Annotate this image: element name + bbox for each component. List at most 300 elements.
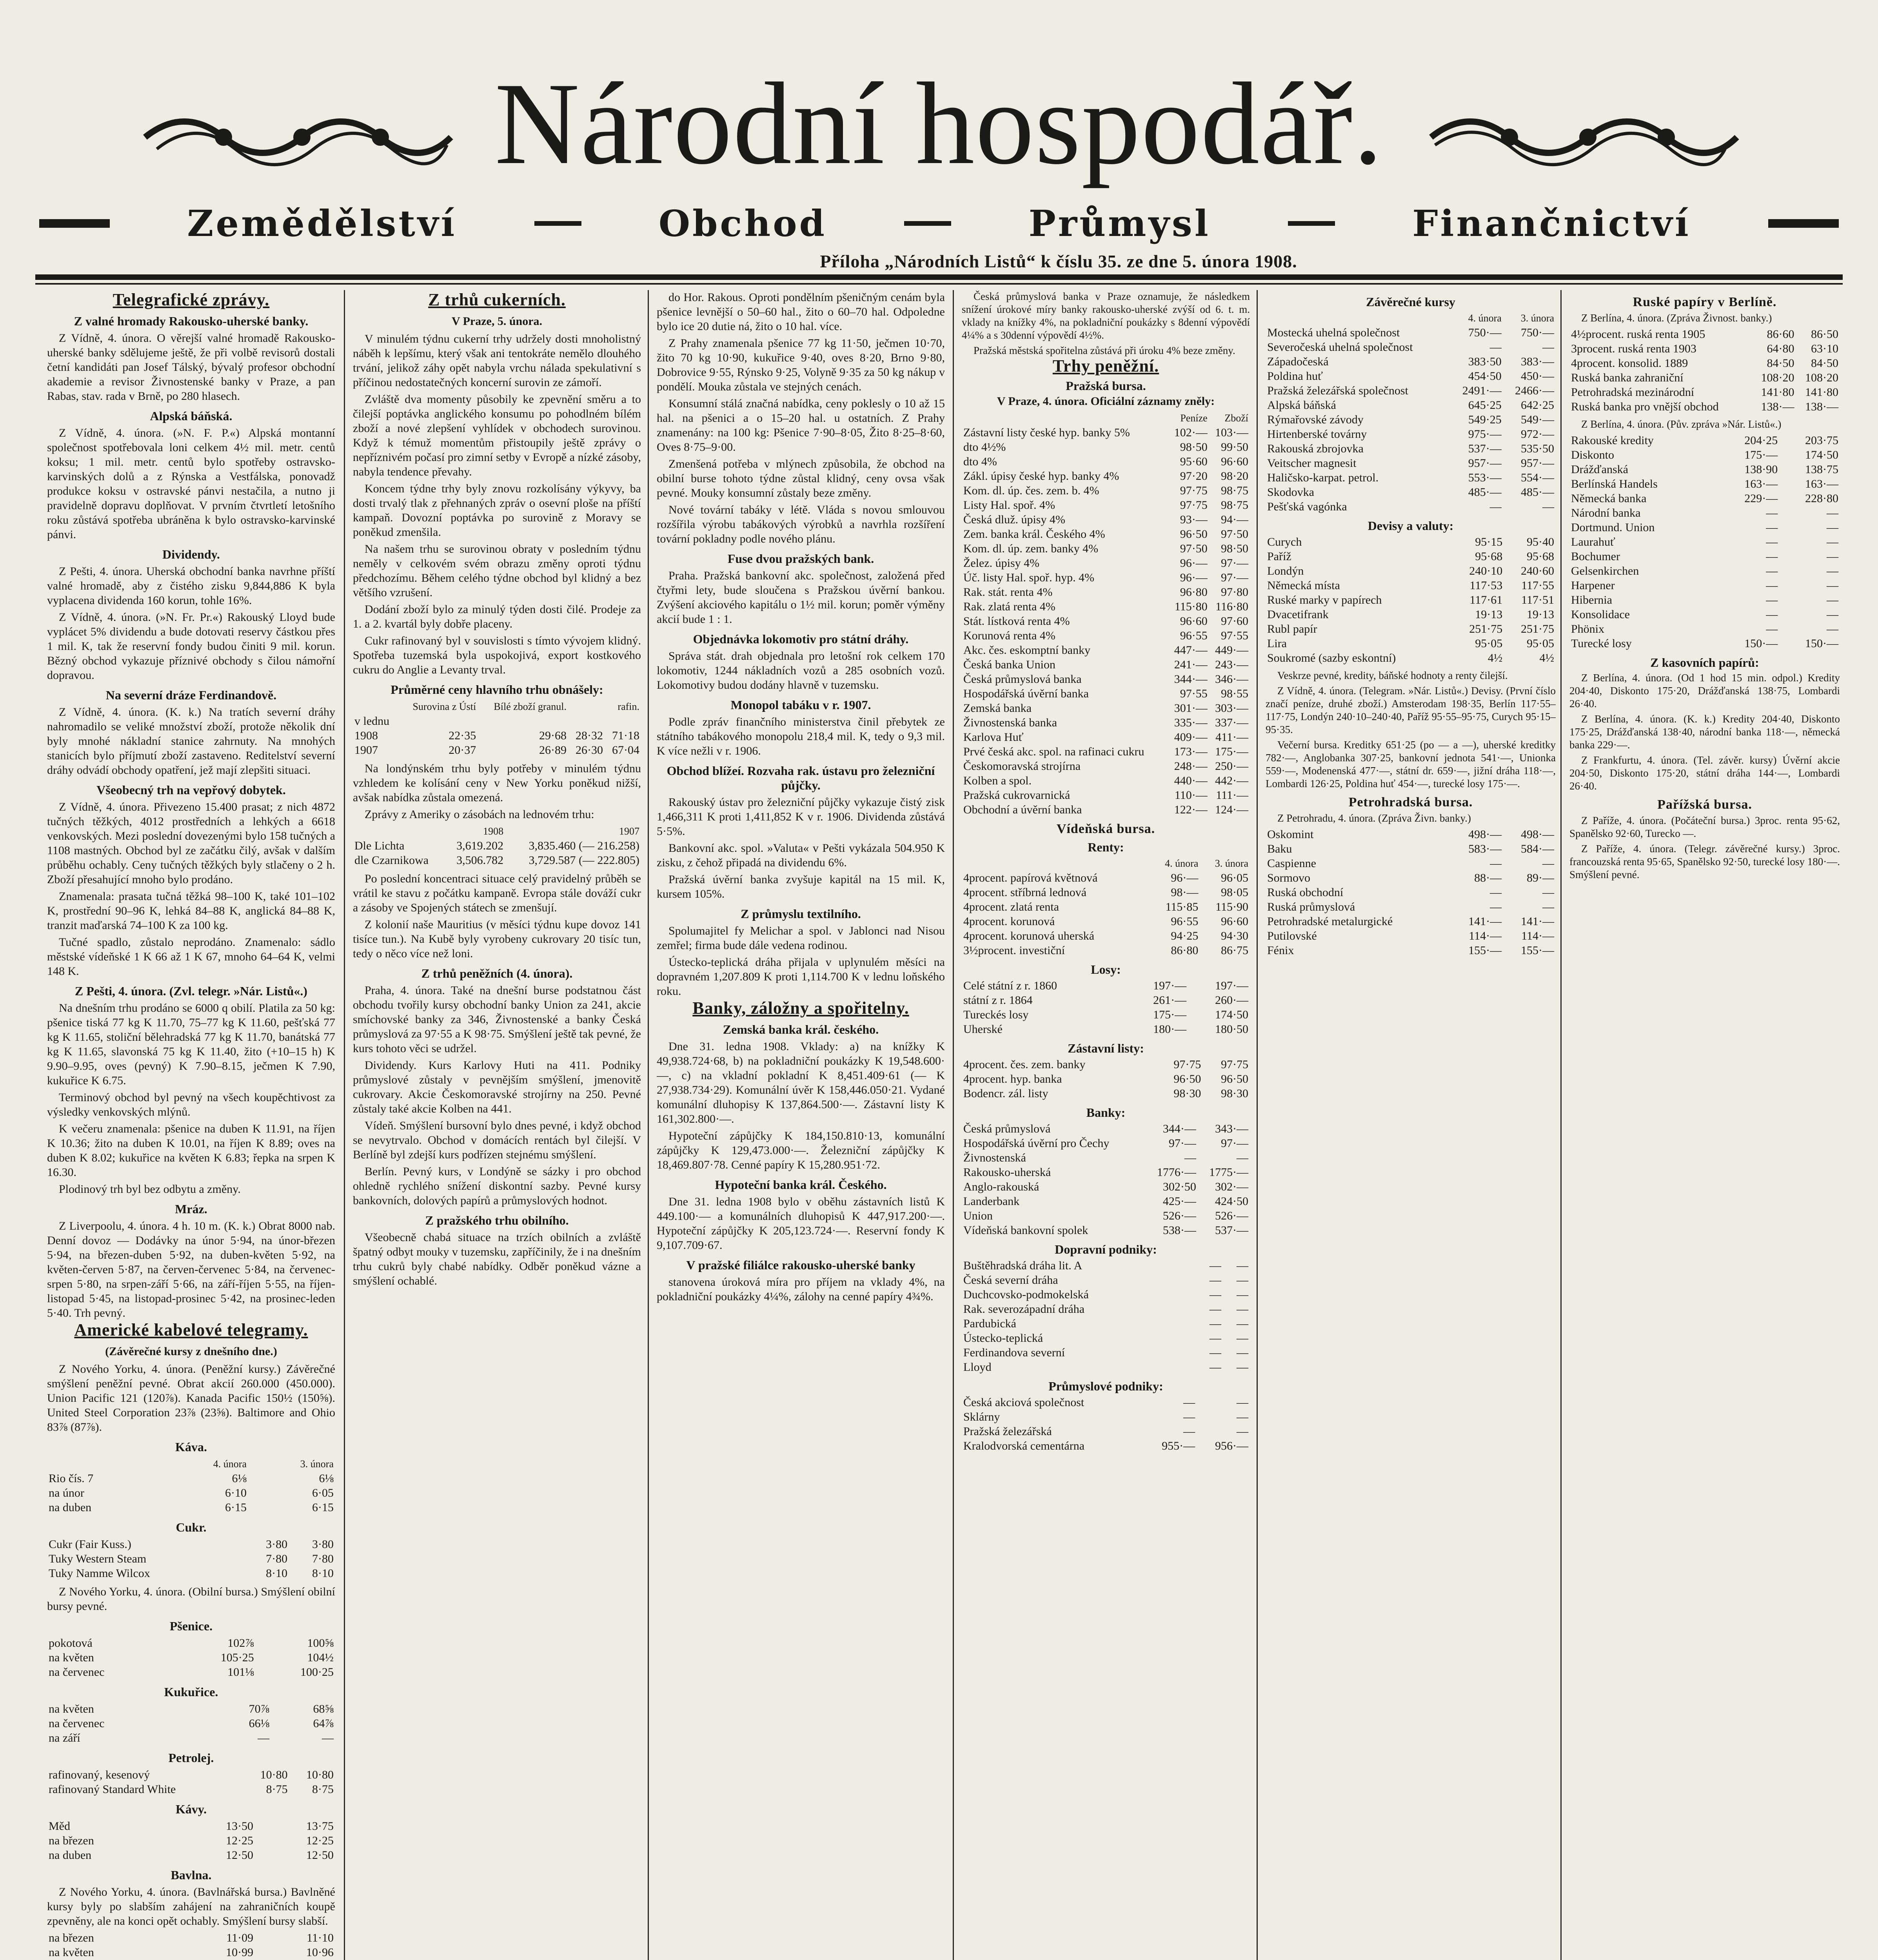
table-row [1569,578,1840,593]
table-row [962,1209,1250,1223]
section-finance: Finančnictví [1412,202,1691,245]
row-value: 26·89 [539,744,567,757]
row-label: Ferdinandova severní [963,1346,1065,1359]
row-value: 89·— [1527,871,1554,884]
row-label: dto 4% [963,455,997,468]
price-table [353,699,641,757]
table-row [47,1731,335,1745]
row-label: Haličsko-karpat. petrol. [1267,471,1379,484]
table-header-row [1266,311,1556,325]
table-row [353,728,641,743]
row-value: 97·— [1168,1137,1196,1150]
row-label: Obchodní a úvěrní banka [963,803,1082,816]
table-row [1569,491,1840,506]
row-value: 95·40 [1527,535,1554,548]
row-label: Buštěhradská dráha lit. A [963,1259,1082,1272]
row-value: 301·— [1174,702,1208,715]
column-rule [648,290,649,1960]
row-label: Prvé česká akc. spol. na rafinaci cukru [963,745,1144,758]
row-label: státní z r. 1864 [963,994,1033,1007]
table-row [1266,622,1556,636]
quote-table [1569,327,1840,414]
subheading: Objednávka lokomotiv pro státní dráhy. [693,632,909,646]
subheading: Všeobecný trh na vepřový dobytek. [96,783,286,797]
row-label: rafinovaný, kesenový [49,1768,150,1781]
row-label: Německá místa [1267,579,1340,592]
row-value: 3·80 [312,1538,334,1551]
heading-paris-bourse: Pařížská bursa. [1657,797,1752,812]
row-value: — [1766,506,1778,519]
table-row [962,730,1250,744]
row-value: 98·75 [1221,499,1248,512]
row-value: 485·— [1468,486,1502,499]
row-label: Hibernia [1571,593,1612,606]
table-row [962,1022,1250,1036]
row-value: 485·— [1521,486,1554,499]
column-header: rafin. [618,701,639,712]
table-row [353,838,641,853]
table-row [1266,900,1556,914]
quote-table [962,1057,1250,1101]
row-label: 4procent. papírová květnová [963,871,1098,884]
row-label: Celé státní z r. 1860 [963,979,1057,992]
dateline: V Praze, 4. února. Oficiální záznamy zněly: [997,395,1215,408]
quote-table [1569,433,1840,651]
row-value: 96·60 [1221,915,1248,928]
row-value: 66⅛ [249,1717,270,1730]
table-row [1266,636,1556,651]
row-value: 19·13 [1527,608,1554,621]
row-value: 383·— [1521,355,1554,368]
row-value: 95·05 [1527,637,1554,650]
table-row [1266,470,1556,485]
article-paragraph: Podle zpráv finančního ministerstva činil přebytek ze státního tabákového monopolu 218,4 mil. K, tedy o 9,3 mil. K více nežli v r. 1906. [657,715,945,757]
article-paragraph: Plodinový trh byl bez odbytu a změny. [59,1183,241,1196]
section-agriculture: Zemědělství [187,202,457,245]
row-value: 3,619.202 [456,839,504,852]
row-value: 243·— [1215,658,1248,671]
row-label: rafinovaný Standard White [49,1783,176,1796]
article-paragraph: Konsumní stálá značná nabídka, ceny poklesly o 10 až 15 hal. na pšenici a o 15–20 hal. u ostatních. Z Prahy znamenány: na 100 kg: Pšenice 7·90–8·05, Žito 8·25–8·60, Oves 8·75–9·00. [657,397,945,454]
row-value: 70⅞ [249,1702,270,1715]
article-paragraph: V minulém týdnu cukerní trhy udržely dosti mnoholistný náběh k lepšímu, který však ani tentokráte nemělo dlouhého trvání, jelikož záhy opět nabyla vrchu nálada spekulativní s příčinou nedostatečných koncerní surovin ze zámoří. [353,332,641,389]
row-value: 12·25 [226,1834,254,1847]
row-value: 97·80 [1221,586,1248,599]
banner-dash [1768,219,1839,228]
row-label: Hospodářská úvěrní pro Čechy [963,1137,1110,1150]
row-label: Harpener [1571,579,1615,592]
table-row [962,978,1250,993]
table-row [962,527,1250,541]
heading-vienna-bourse: Vídeňská bursa. [1056,822,1155,836]
row-label: 4procent. stříbrná lednová [963,886,1087,899]
row-value: 20·37 [449,744,476,757]
header-rule-thin [35,283,1843,285]
table-row [962,614,1250,628]
row-value: 344·— [1162,1122,1196,1135]
row-value: 442·— [1215,774,1248,787]
article-paragraph: Všeobecně chabá situace na trzích obilních a zvláště špatný odbyt mouky v tuzemsku, zapříčinily, že i na dnešním trhu cukrů byly chabé nabídky. Odběr poněkud vázne a smýšlení ochablé. [353,1231,641,1287]
row-label: Česká severní dráha [963,1274,1058,1287]
row-value: 12·50 [306,1849,334,1862]
row-value: 122·— [1174,803,1208,816]
row-value: 250·— [1215,760,1248,773]
table-row [962,1258,1250,1273]
row-value: — [1237,1151,1248,1164]
row-value: 175·— [1215,745,1248,758]
table-row [1266,535,1556,549]
table-row [1266,398,1556,412]
row-label: Česká průmyslová [963,1122,1051,1135]
row-value: 96·— [1171,871,1199,884]
row-label: Drážďanská [1571,463,1628,476]
column-header [47,1457,161,1471]
table-row [1569,433,1840,448]
column-berlin-paris [1569,290,1840,1960]
row-value: 203·75 [1805,434,1838,447]
row-label: 4procent. korunová [963,915,1055,928]
row-value: 102·— [1174,426,1208,439]
table-row [47,1833,335,1848]
row-label: Zástavní listy české hyp. banky 5% [963,426,1130,439]
subheading: Alpská báňská. [150,409,232,423]
row-value: 3·80 [266,1538,288,1551]
row-label: Konsolidace [1571,608,1630,621]
row-value: 174·50 [1215,1008,1248,1021]
row-value: 88·— [1474,871,1502,884]
row-label: Veitscher magnesit [1267,457,1357,470]
row-value: 64⅞ [313,1717,334,1730]
header-rule [35,274,1843,280]
stock-table [353,824,641,867]
row-value: 84·50 [1811,357,1838,370]
row-value [605,714,641,728]
row-label: Rak. severozápadní dráha [963,1303,1085,1316]
row-value: 98·75 [1221,484,1248,497]
row-value: 97·50 [1221,528,1248,541]
row-value: 63·10 [1811,342,1838,355]
row-label: Kolben a spol. [963,774,1032,787]
banner-separator [1288,221,1335,226]
row-value: — [1827,564,1838,577]
article-paragraph: Z kolonií naše Mauritius (v měsíci týdnu kupe dovoz 141 tisíce tun.). Na Kubě byly vyrobeny cukrovary 20 tisíc tun, tedy o něco více než loni. [353,918,641,960]
column-header: 4. února [213,1458,247,1470]
row-value: — [1766,608,1778,621]
table-row [47,1566,335,1581]
row-value: 103·— [1215,426,1248,439]
row-value: — [1827,593,1838,606]
row-label: dle Czarnikowa [354,854,429,867]
row-value: — [1237,1410,1248,1423]
table-row [1266,929,1556,943]
table-row [1266,885,1556,900]
row-value: 251·75 [1469,622,1503,635]
row-value: 750·— [1521,326,1554,339]
table-row [1569,636,1840,651]
article-paragraph: Z Nového Yorku, 4. února. (Obilní bursa.) Smýšlení obilní bursy pevné. [47,1585,335,1613]
row-value: 343·— [1215,1122,1248,1135]
row-value: 175·— [1744,448,1778,461]
section-trade: Obchod [658,202,827,245]
article-paragraph: Z Prahy znamenala pšenice 77 kg 11·50, ječmen 10·70, žito 70 kg 10·90, kukuřice 9·40, oves 8·20, Brno 9·80, Dobrovice 9·55, Rýnsko 9·25, Volyně 9·35 za 50 kg nákup v pondělí. Mouka zůstala ve stejných cenách. [657,337,945,393]
row-label: Českomoravská strojírna [963,760,1081,773]
row-value: 11·10 [307,1931,334,1944]
row-value: 10·80 [306,1768,334,1781]
row-label: Uherské [963,1023,1003,1036]
table-row [1569,370,1840,385]
table-row [962,454,1250,469]
subheading: Dopravní podniky: [1055,1242,1157,1256]
row-label: Zemská banka [963,702,1032,715]
table-row [962,1331,1250,1345]
row-value: 2466·— [1515,384,1554,397]
article-paragraph: Z Vídně, 4. února. (Telegram. »Nár. Listů«.) Devisy. (První číslo značí peníze, druhé zboží.) Amsterodam 198·35, Berlín 117·55–117·75, Londýn 240·10–240·40, Paříž 95·55–95·75, Curych 95·15–95·35. [1266,685,1556,735]
row-label: Česká průmyslová banka [963,673,1082,686]
subheading: Z kasovních papírů: [1650,655,1759,670]
row-value: 28·32 [575,729,603,742]
row-label: 4procent. konsolid. 1889 [1571,357,1688,370]
row-label: Londýn [1267,564,1304,577]
row-value: 8·75 [312,1783,334,1796]
table-row [962,701,1250,715]
article-paragraph: Zmenšená potřeba v mlýnech způsobila, že obchod na obilní burse tohoto týdne zůstal klidný, ceny ovsa však pevné. Mouky konsumní zůstaly beze změny. [657,457,945,499]
row-label: Karlova Huť [963,731,1024,744]
row-label: Ústecko-teplická [963,1332,1043,1345]
row-value: — [1237,1288,1248,1301]
column-telegrams [47,290,335,1960]
row-value: 84·50 [1767,357,1794,370]
table-row [962,541,1250,556]
row-value: 229·— [1744,492,1778,505]
row-value: 141·80 [1805,386,1838,399]
table-row [962,1057,1250,1072]
row-value: 8·10 [312,1567,334,1580]
subheading: Fuse dvou pražských bank. [727,552,874,566]
row-value: 10·96 [306,1946,334,1959]
column-rule [1257,290,1258,1960]
row-value: 6·15 [225,1501,247,1514]
row-value: 260·— [1215,994,1248,1007]
row-value: — [1542,500,1554,513]
row-value: 68⅝ [313,1702,334,1715]
row-value: 7·80 [266,1552,288,1565]
row-label: Česká dluž. úpisy 4% [963,513,1065,526]
row-value: 98·30 [1173,1087,1201,1100]
row-label: Sormovo [1267,871,1311,884]
row-label: Putilovské [1267,929,1317,942]
row-value: 12·50 [226,1849,254,1862]
row-label: v lednu [354,715,390,728]
subheading: Hypoteční banka král. Českého. [715,1178,887,1192]
row-value: 93·— [1180,513,1208,526]
row-label: Anglo-rakouská [963,1180,1039,1193]
table-row [47,1945,335,1960]
row-label: 4procent. čes. zem. banky [963,1058,1086,1071]
article-paragraph: Správa stát. drah objednala pro letošní rok celkem 170 lokomotiv, 1244 nákladních vozů a 285 osobních vozů. Lokomotivy budou dodány hlavně v tuzemsku. [657,650,945,691]
row-label: Stát. lístková renta 4% [963,615,1070,628]
article-paragraph: Z Petrohradu, 4. února. (Zpráva Živn. banky.) [1277,812,1471,824]
table-row [1569,506,1840,520]
row-label: Turecké losy [1571,637,1632,650]
row-value: 537·— [1215,1224,1248,1237]
row-label: Tuky Namme Wilcox [49,1567,150,1580]
row-value: 95·60 [1180,455,1208,468]
row-label: Landerbank [963,1195,1020,1208]
table-row [1266,651,1556,665]
quote-table [1266,827,1556,958]
table-row [962,914,1250,929]
article-paragraph: Z Vídně, 4. února. (»N. F. P.«) Alpská montanní společnost spotřebovala loni celkem 4½ mil. metr. centů koksu; 1 mil. metr. centů bylo spotřeby ostravsko-karvinských dolů a z Rýnska a Vestfálska, ponovadž produkce koksu v ostravské pánvi nestačila, a nutno ji pravidelně dopravu doplňovat. V prvním čtvrtletí letošního roku zůstává spotřeba ubráněna k bylo ostravsko-karvinské pánvi. [47,426,335,541]
table-row [962,1151,1250,1165]
row-label: na květen [49,1702,94,1715]
row-value: 535·50 [1521,442,1554,455]
table-row [962,1086,1250,1101]
row-value: — [1183,1410,1195,1423]
table-row [1569,341,1840,356]
row-value: 174·50 [1805,448,1838,461]
row-value: 583·— [1468,842,1502,855]
row-label: Rakousko-uherská [963,1166,1051,1179]
row-value: 100·25 [300,1666,334,1679]
row-label: Pardubická [963,1317,1016,1330]
row-value: 424·50 [1215,1195,1248,1208]
row-value: — [1183,1425,1195,1438]
row-label: Dortmund. Union [1571,521,1655,534]
row-label: Rýmařovské závody [1267,413,1364,426]
article-paragraph: Z Paříže, 4. února. (Počáteční bursa.) 3proc. renta 95·62, Spanělsko 92·60, Turecko —. [1569,815,1840,839]
row-value: 163·— [1805,477,1838,490]
article-paragraph: Praha, 4. února. Také na dnešní burse podstatnou část obchodu tvořily kursy obchodní banky Union za 241, akcie smíchovské banky za 346, Živnostenské a banky Česká průmyslová za 97·55 a K 98·75. Smýšlení ještě tak pevné, že kurs tohoto věci se udržel. [353,984,641,1055]
row-value: 138·— [1761,400,1794,413]
row-value: — [1209,1303,1221,1316]
row-value: 228·80 [1805,492,1838,505]
column-header [568,699,605,714]
row-value: 117·51 [1521,593,1554,606]
row-value: 96·50 [1180,528,1208,541]
row-value: 2491·— [1462,384,1502,397]
section-industry: Průmysl [1028,202,1211,245]
row-label: Alpská báňská [1267,399,1336,412]
row-label: Úč. listy Hal. spoř. hyp. 4% [963,571,1095,584]
row-value: 7·80 [312,1552,334,1565]
row-value: 97·— [1221,1137,1248,1150]
row-label: Union [963,1209,993,1222]
table-row [1266,485,1556,499]
article-paragraph: Pražská městská spořitelna zůstává při úroku 4% beze změny. [974,345,1235,356]
row-value: 98·20 [1221,470,1248,483]
row-value: 97·60 [1221,615,1248,628]
row-value: 975·— [1468,428,1502,441]
row-value: 117·53 [1469,579,1503,592]
row-value: 117·61 [1469,593,1503,606]
column-rule [953,290,954,1960]
row-value: 114·— [1521,929,1554,942]
article-paragraph: Koncem týdne trhy byly znovu rozkolísány výkyvy, ba dosti trvalý tlak z přehnaných zpráv o osevní ploše na příští kampaň. Dovozní poptávka po surovině z Moravy se poněkud zmenšila. [353,482,641,539]
row-label: 4procent. korunová uherská [963,929,1095,942]
table-row [962,628,1250,643]
quote-table [47,1702,335,1745]
subheading: Závěrečné kursy [1366,295,1455,309]
table-header-row [962,856,1250,871]
table-row [1266,549,1556,564]
row-value: 173·— [1174,745,1208,758]
table-row [962,900,1250,914]
heading-banks: Banky, záložny a spořitelny. [692,998,909,1018]
table-row [962,1360,1250,1374]
row-label: Rio čís. 7 [49,1472,94,1485]
article-paragraph: Dne 31. ledna 1908 bylo v oběhu zástavních listů K 449.100·— a komunálních dluhopisů K 447,917.200·—. Hypoteční zápůjčky K 205,123.724·—. Reservní fondy K 9,107.709·67. [657,1195,945,1252]
row-value: 64·80 [1767,342,1794,355]
row-label: na březen [49,1931,94,1944]
row-value: — [1766,521,1778,534]
row-label: Berlínská Handels [1571,477,1658,490]
row-value: 97·75 [1180,499,1208,512]
row-label: 4procent. zlatá renta [963,900,1059,913]
row-label: Kralodvorská cementárna [963,1439,1085,1452]
row-value: 96·50 [1221,1073,1248,1085]
row-value: 11·09 [226,1931,254,1944]
newspaper-title: Národní hospodář. [494,58,1384,189]
article-paragraph: Z Vídně, 4. února. (»N. Fr. Pr.«) Rakouský Lloyd bude vyplácet 5% dividendu a bude dotovati reservy částkou přes 1 mil. K, tak že reservní fondy budou činiti 9 mil. korun. Bězný obchod vykazuje příznivé obchody s čilou námořní dopravou. [47,611,335,682]
table-row [1266,856,1556,871]
row-value: — [1827,608,1838,621]
table-row [962,1287,1250,1302]
subheading: Průmyslové podniky: [1048,1379,1163,1393]
row-value: 86·50 [1811,328,1838,341]
table-row [962,715,1250,730]
table-row [47,1819,335,1833]
article-paragraph: Praha. Pražská bankovní akc. společnost, založená před čtyřmi lety, bude sloučena s Pražskou úvěrní bankou. Zvýšení akciového kapitálu o 1½ mil. korun; poměr výměny akcií bude 1 : 1. [657,569,945,626]
row-value: 96·60 [1221,455,1248,468]
article-paragraph: Nové tovární tabáky v létě. Vláda s novou smlouvou rozšířila výrobu tabákových výrobků a navrhla rozšíření tovární pokladny podle nového plánu. [657,503,945,545]
row-value: 13·75 [306,1820,334,1833]
row-value: 251·75 [1521,622,1554,635]
row-value: 248·— [1174,760,1208,773]
article-paragraph: Vídeň. Smýšlení bursovní bylo dnes pevné, i když obchod se nevytrvalo. Obchod v domácích rentách byl čilejší. V Berlíně byl zdejší kurs podřízen stejnému smýšlení. [353,1119,641,1161]
quote-table [962,1395,1250,1453]
row-value: 97·20 [1180,470,1208,483]
row-value: 115·80 [1174,600,1208,613]
column-header: 3. února [1215,858,1248,869]
row-value: 98·05 [1221,886,1248,899]
row-label: Akc. čes. eskomptní banky [963,644,1091,657]
subheading: Z trhů peněžních (4. února). [421,966,573,980]
row-value: 116·80 [1215,600,1248,613]
row-value: 96·50 [1173,1073,1201,1085]
column-header [962,411,1168,425]
row-label: Kom. dl. úp. čes. zem. b. 4% [963,484,1099,497]
row-value: — [1542,857,1554,870]
row-value: 346·— [1215,673,1248,686]
row-value: 645·25 [1468,399,1502,412]
row-value: 96·55 [1180,629,1208,642]
heading-telegrams: Telegrafické zprávy. [113,290,270,309]
row-value: — [1490,857,1502,870]
row-value: 163·— [1744,477,1778,490]
subheading: Průměrné ceny hlavního trhu obnášely: [390,682,603,697]
table-row [962,483,1250,498]
row-value: — [1237,1317,1248,1330]
row-value: 96·— [1180,557,1208,570]
row-value: — [1209,1317,1221,1330]
row-value: 197·— [1153,979,1187,992]
table-row [353,853,641,867]
column-business-news [657,290,945,1960]
article-paragraph: Z Nového Yorku, 4. února. (Peněžní kursy.) Závěrečné smýšlení peněžní pevné. Obrat akcií 260.000 (450.000). Union Pacific 121 (120⅞). Kanada Pacific 150½ (150⅝). United Steel Corporation 23⅞ (23⅝). Baltimore and Ohio 83⅞ (87⅞). [47,1363,335,1434]
row-value: 150·— [1744,637,1778,650]
row-value: 108·20 [1805,371,1838,384]
row-label: Ruské marky v papírech [1267,593,1382,606]
